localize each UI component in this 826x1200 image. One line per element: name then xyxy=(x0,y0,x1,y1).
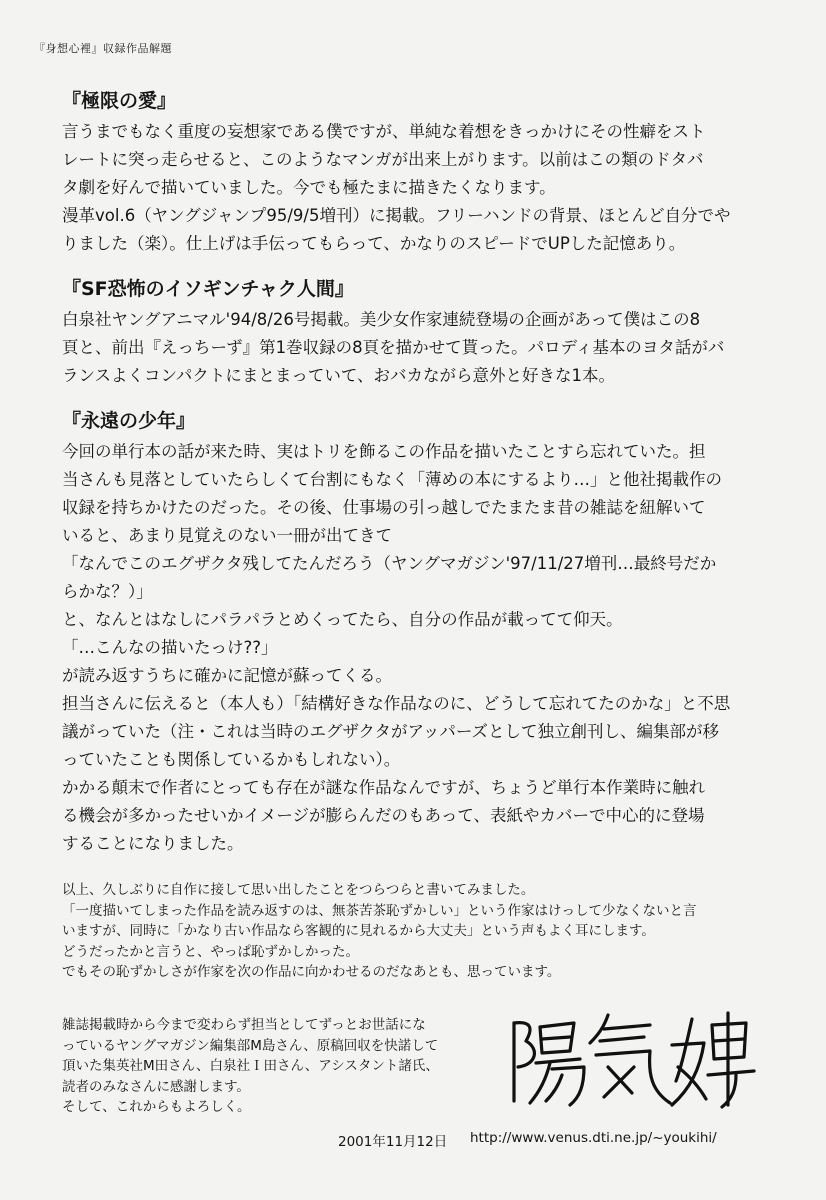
text-line: ランスよくコンパクトにまとまっていて、おバカながら意外と好きな1本。 xyxy=(62,366,616,385)
main-text xyxy=(62,84,782,858)
text-line: らかな？）」 xyxy=(62,582,153,601)
text-line: 「…こんなの描いたっけ??」 xyxy=(62,638,278,657)
text-line: 頁と、前出『えっちーず』第1巻収録の8頁を描かせて貰った。パロディ基本のヨタ話がバ xyxy=(62,338,725,357)
text-line: タ劇を好んで描いていました。今でも極たまに描きたくなります。 xyxy=(62,178,556,197)
section-title: 『永遠の少年』 xyxy=(62,410,196,432)
section-isoginchaku xyxy=(62,272,782,390)
text-line: っていたことも関係しているかもしれない）。 xyxy=(62,750,401,769)
section-title: 『SF恐怖のイソギンチャク人間』 xyxy=(62,278,354,300)
text-line: 言うまでもなく重度の妄想家である僕ですが、単純な着想をきっかけにその性癖をスト xyxy=(62,122,706,141)
text-line: 以上、久しぶりに自作に接して思い出したことをつらつらと書いてみました。 xyxy=(62,882,535,898)
text-line: いると、あまり見覚えのない一冊が出てきて xyxy=(62,526,392,545)
text-line: 読者のみなさんに感謝します。 xyxy=(62,1078,250,1095)
text-line: いますが、同時に「かなり古い作品なら客観的に見れるから大丈夫」という声もよく耳にします。 xyxy=(62,923,655,939)
closing-remarks xyxy=(62,880,782,983)
section-eien xyxy=(62,404,782,858)
text-line: 「一度描いてしまった作品を読み返すのは、無茶苦茶恥ずかしい」という作家はけっして少なくないと言 xyxy=(62,902,697,919)
handwritten-signature xyxy=(500,1005,760,1115)
text-line: りました（楽）。仕上げは手伝ってもらって、かなりのスピードでUPした記憶あり。 xyxy=(62,234,686,253)
text-line: 今回の単行本の話が来た時、実はトリを飾るこの作品を描いたことすら忘れていた。担 xyxy=(62,442,706,461)
text-line: と、なんとはなしにパラパラとめくってたら、自分の作品が載ってて仰天。 xyxy=(62,610,623,629)
text-line: どうだったかと言うと、やっぱ恥ずかしかった。 xyxy=(62,943,359,960)
acknowledgements xyxy=(62,1015,502,1118)
text-line: が読み返すうちに確かに記憶が蘇ってくる。 xyxy=(62,666,392,685)
section-kyokugen xyxy=(62,84,782,258)
section-title: 『極限の愛』 xyxy=(62,90,177,112)
text-line: 漫革vol.6（ヤングジャンプ95/9/5増刊）に掲載。フリーハンドの背景、ほとんど自分でや xyxy=(62,206,731,225)
text-line: することになりました。 xyxy=(62,834,244,853)
text-line: 頂いた集英社M田さん、白泉社Ｉ田さん、アシスタント諸氏、 xyxy=(62,1058,439,1074)
text-line: 担当さんに伝えると（本人も）「結構好きな作品なのに、どうして忘れてたのかな」と不思 xyxy=(62,694,731,713)
text-line: でもその恥ずかしさが作家を次の作品に向かわせるのだなあとも、思っています。 xyxy=(62,964,561,980)
text-line: 収録を持ちかけたのだった。その後、仕事場の引っ越しでたまたま昔の雑誌を紐解いて xyxy=(62,498,706,517)
text-line: レートに突っ走らせると、このようなマンガが出来上がります。以前はこの類のドタバ xyxy=(62,150,704,169)
text-line: る機会が多かったせいかイメージが膨らんだのもあって、表紙やカバーで中心的に登場 xyxy=(62,806,705,825)
website-url[interactable]: http://www.venus.dti.ne.jp/~youkihi/ xyxy=(470,1130,717,1146)
text-line: かかる顛末で作者にとっても存在が謎な作品なんですが、ちょうど単行本作業時に触れ xyxy=(62,778,706,797)
running-header: 『身想心裡』収録作品解題 xyxy=(34,42,172,55)
text-line: 当さんも見落としていたらしくて台割にもなく「薄めの本にするより…」と他社掲載作の xyxy=(62,470,722,489)
text-line: 雑誌掲載時から今まで変わらず担当としてずっとお世話にな xyxy=(62,1017,426,1033)
text-line: 白泉社ヤングアニマル'94/8/26号掲載。美少女作家連続登場の企画があって僕はこの8 xyxy=(62,310,701,329)
text-line: そして、これからもよろしく。 xyxy=(62,1099,251,1115)
text-line: 議がっていた（注・これは当時のエグザクタがアッパーズとして独立創刊し、編集部が移 xyxy=(62,722,720,741)
text-line: っているヤングマガジン編集部M島さん、原稿回収を快諾して xyxy=(62,1037,439,1054)
text-line: 「なんでこのエグザクタ残してたんだろう（ヤングマガジン'97/11/27増刊…最終号だか xyxy=(62,554,717,573)
date: 2001年11月12日 xyxy=(338,1134,448,1150)
